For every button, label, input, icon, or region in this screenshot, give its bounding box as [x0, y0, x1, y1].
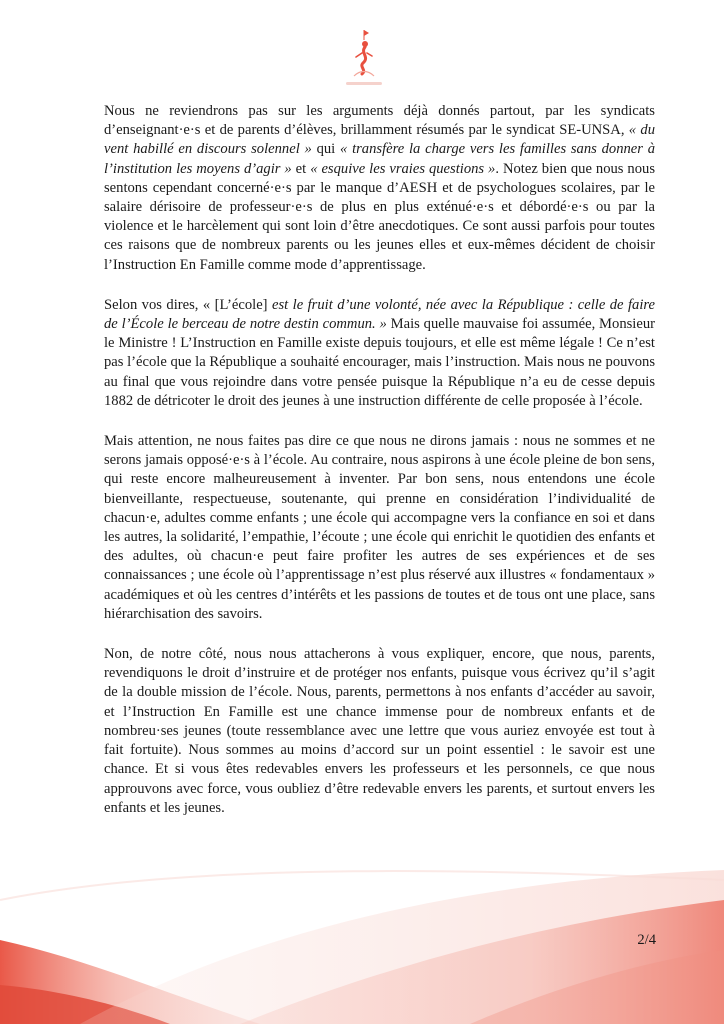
page-number: 2/4 [637, 932, 656, 948]
paragraph [104, 296, 655, 411]
italic-quote: « du vent habillé en discours solennel » [104, 122, 655, 158]
text-run: et [291, 160, 311, 177]
text-run: Non, de notre côté, nous nous attacherons à vous expliquer, encore, que nous, parents, revendiquons le droit d’instruire et de protéger nos enfants, puisque vous écrivez qu’il s’agit de la double mission de l’école. Nous, parents, permettons à nos enfants d’accéder au savoir, et l’Instruction En Famille est une chance immense pour de nombreux enfants et de nombreu·ses jeunes (toute ressemblance avec une lettre que vous auriez envoyée est tout à fait fortuite). Nous sommes au moins d’accord sur un point essentiel : le savoir est une chance. Et si vous êtes redevables envers les professeurs et les personnels, ce que nous approuvons avec force, vous oubliez d’être redevable envers les parents, et surtout envers les enfants et les jeunes. [104, 646, 655, 816]
italic-quote: « transfère la charge vers les familles sans donner à l’institution les moyens d’agir » [104, 141, 656, 177]
text-run: Mais quelle mauvaise foi assumée, Monsieur le Ministre ! L’Instruction en Famille existe depuis toujours, et elle est même légale ! Ce n’est pas l’école que la République a souhaité encourager, mais l’instruction. Mais nous ne pouvons au final que vous rejoindre dans votre pensée puisque la République n’a eu de cesse depuis 1882 de détricoter le droit des jeunes à une instruction différente de celle proposée à l’école. [104, 316, 655, 409]
association-logo [346, 26, 382, 90]
text-run: . Notez bien que nous nous sentons cependant concerné·e·s par le manque d’AESH et de psychologues scolaires, par le salaire dérisoire de professeur·e·s de plus en plus exténué·e·s et débordé·e·s ou par la violence et le harcèlement qui sont loin d’être anecdotiques. Ce sont aussi parfois pour toutes ces raisons que de nombreux parents ou les jeunes elles et eux-mêmes décident de choisir l’Instruction En Famille comme mode d’apprentissage. [104, 160, 655, 273]
association-logo-icon [346, 26, 382, 84]
letter-body [104, 102, 655, 839]
logo-caption-text [346, 82, 382, 85]
text-run: Selon vos dires, « [L’école] [104, 296, 272, 313]
text-run: Nous ne reviendrons pas sur les arguments déjà donnés partout, par les syndicats d’enseignant·e·s et de parents d’élèves, brillamment résumés par le syndicat SE-UNSA, [104, 103, 655, 139]
text-run: qui [311, 141, 341, 158]
paragraph [104, 645, 655, 818]
italic-quote: est le fruit d’une volonté, née avec la République : celle de faire de l’École le berceau de notre destin commun. » [104, 296, 655, 333]
text-run: Mais attention, ne nous faites pas dire ce que nous ne dirons jamais : nous ne sommes et ne serons jamais opposé·e·s à l’école. Au contraire, nous aspirons à une école pleine de bon sens, qui reste encore malheureusement à inventer. Par bon sens, nous entendons une école bienveillante, respectueuse, soutenante, qui prenne en considération l’individualité de chacun·e, adultes comme enfants ; une école qui accompagne vers la confiance en soi et dans les autres, la solidarité, l’empathie, l’écoute ; une école qui enrichit le quotidien des enfants et des adultes, où chacun·e peut faire profiter les autres de ses expériences et de ses connaissances ; une école où l’apprentissage n’est plus réservé aux illustres « fondamentaux » académiques et où les centres d’intérêts et les passions de toutes et de tous ont une place, sans hiérarchisation des savoirs. [104, 433, 655, 622]
italic-quote: « esquive les vraies questions » [310, 160, 496, 177]
paragraph [104, 102, 655, 275]
paragraph [104, 432, 655, 624]
